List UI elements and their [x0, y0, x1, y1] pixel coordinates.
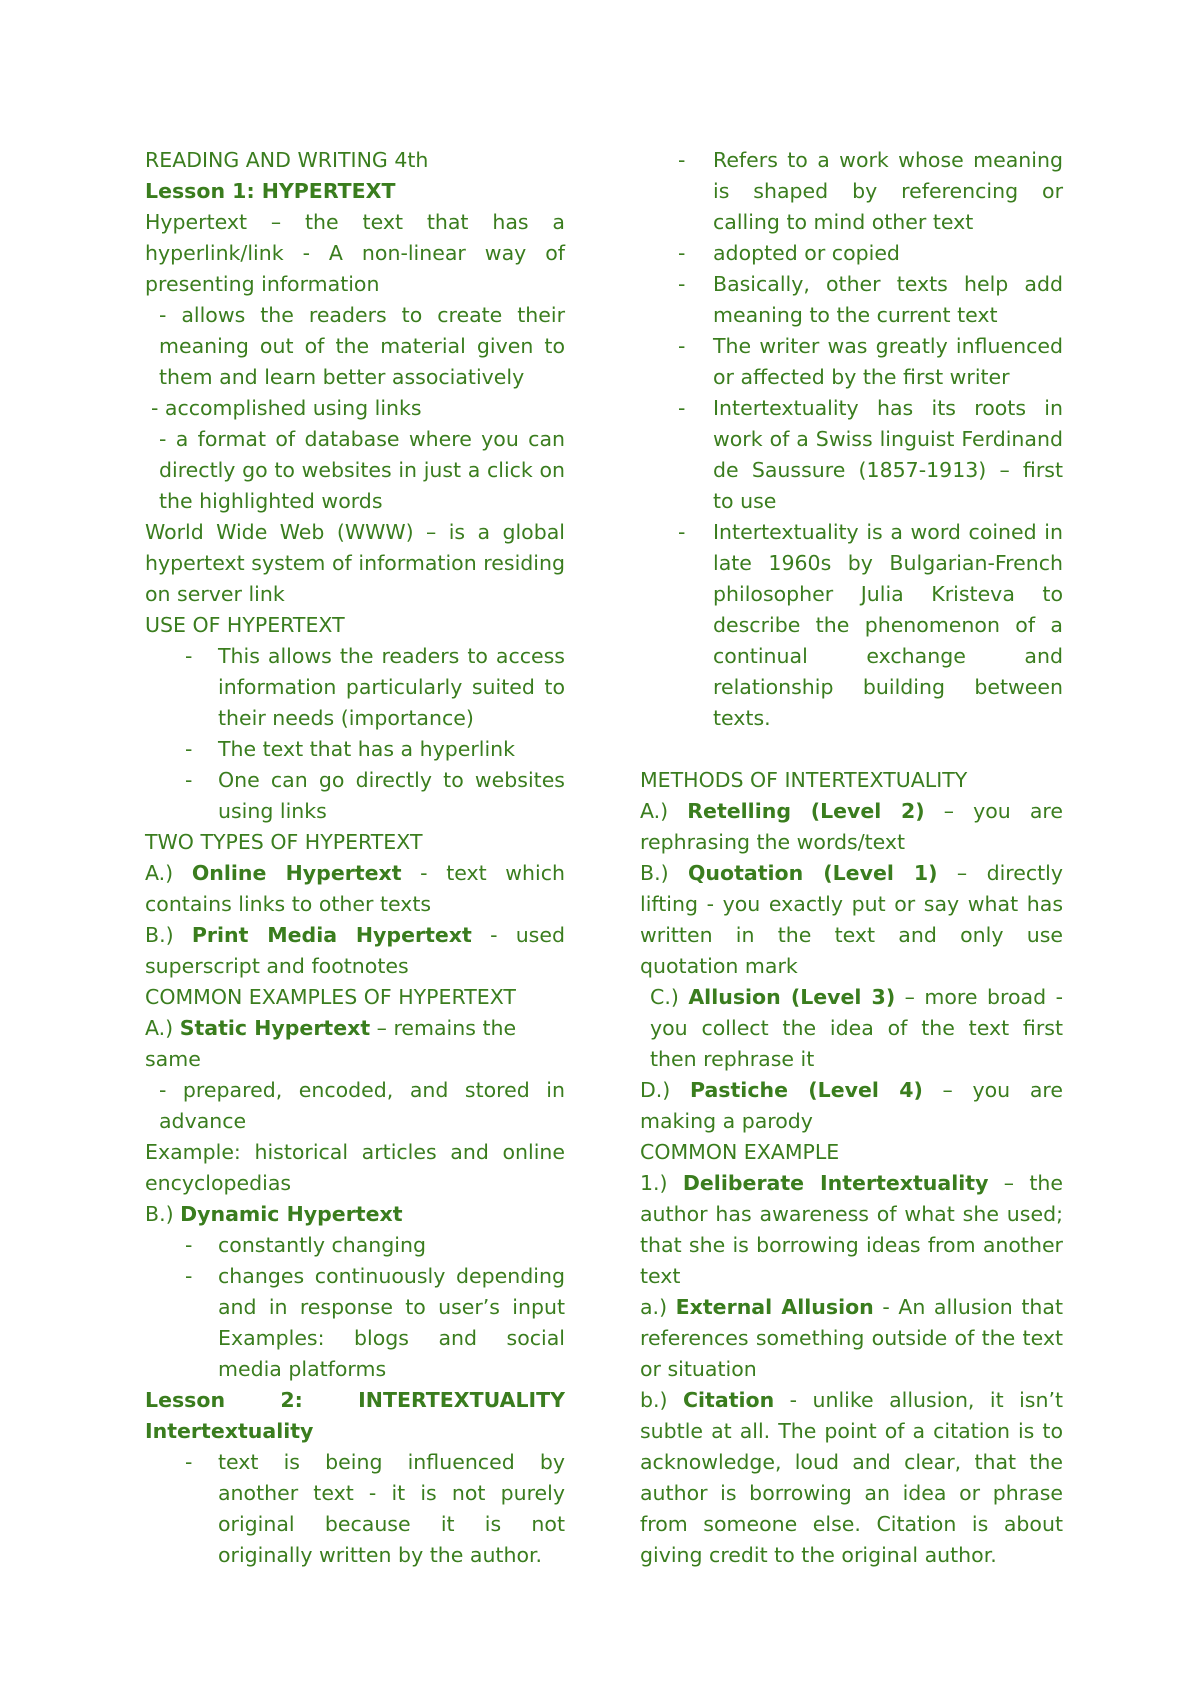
dynamic-item: - changes continuously depending and in response to user’s input Examples: blogs and social media platforms	[185, 1264, 565, 1381]
intertextuality-point: - Intertextuality has its roots in work of a Swiss linguist Ferdinand de Saussure (1857-1913) – first to use	[678, 396, 1063, 513]
static-prepared: - prepared, encoded, and stored in advance	[159, 1078, 565, 1133]
method-quotation: B.) Quotation (Level 1) – directly lifting - you exactly put or say what has written in the text and only use quotation mark	[640, 861, 1064, 978]
static-hypertext: A.) Static Hypertext – remains the same	[145, 1016, 517, 1071]
two-types-heading: TWO TYPES OF HYPERTEXT	[145, 830, 423, 854]
type-print-media-hypertext: B.) Print Media Hypertext - used superscript and footnotes	[145, 923, 565, 978]
common-examples-heading: COMMON EXAMPLES OF HYPERTEXT	[145, 985, 516, 1009]
citation: b.) Citation - unlike allusion, it isn’t subtle at all. The point of a citation is to acknowledge, loud and clear, that the author is borrowing an idea or phrase from someone else. Citation is about giving credit to the original author.	[640, 1388, 1064, 1567]
external-allusion: a.) External Allusion - An allusion that references something outside of the text or situation	[640, 1295, 1063, 1381]
right-column	[640, 145, 1063, 1571]
document-title: READING AND WRITING 4th	[145, 148, 429, 172]
method-retelling: A.) Retelling (Level 2) – you are rephrasing the words/text	[640, 799, 1064, 854]
use-item: - The text that has a hyperlink	[185, 737, 516, 761]
intertextuality-point: - adopted or copied	[678, 241, 900, 265]
intertextuality-item: - text is being influenced by another text - it is not purely original because it is not originally written by the author.	[185, 1450, 565, 1567]
intertextuality-point: - Intertextuality is a word coined in late 1960s by Bulgarian-French philosopher Julia Kristeva to describe the phenomenon of a continual exchange and relationship building between texts.	[678, 520, 1063, 730]
www-definition: World Wide Web (WWW) – is a global hypertext system of information residing on server link	[145, 520, 565, 606]
dynamic-hypertext: B.) Dynamic Hypertext	[145, 1202, 403, 1226]
hypertext-definition: Hypertext – the text that has a hyperlink/link - A non-linear way of presenting information	[145, 210, 565, 296]
spacer	[640, 734, 1063, 765]
deliberate-intertextuality: 1.) Deliberate Intertextuality – the author has awareness of what she used; that she is borrowing ideas from another text	[640, 1171, 1063, 1288]
method-allusion: C.) Allusion (Level 3) – more broad - you collect the idea of the text first then rephrase it	[650, 985, 1063, 1071]
left-column	[145, 145, 565, 1571]
intertextuality-term: Intertextuality	[145, 1419, 314, 1443]
hypertext-accomplished: - accomplished using links	[151, 396, 422, 420]
intertextuality-point: - Basically, other texts help add meaning to the current text	[678, 272, 1063, 327]
type-online-hypertext: A.) Online Hypertext - text which contains links to other texts	[145, 861, 565, 916]
dynamic-item: - constantly changing	[185, 1233, 426, 1257]
lesson1-heading: Lesson 1: HYPERTEXT	[145, 179, 396, 203]
methods-heading: METHODS OF INTERTEXTUALITY	[640, 768, 968, 792]
hypertext-format: - a format of database where you can directly go to websites in just a click on the highlighted words	[159, 427, 565, 513]
hypertext-allows: - allows the readers to create their meaning out of the material given to them and learn better associatively	[159, 303, 565, 389]
use-of-hypertext-heading: USE OF HYPERTEXT	[145, 613, 345, 637]
lesson2-heading: Lesson 2: INTERTEXTUALITY	[145, 1388, 565, 1412]
intertextuality-point: - Refers to a work whose meaning is shaped by referencing or calling to mind other text	[678, 148, 1063, 234]
use-item: - This allows the readers to access information particularly suited to their needs (importance)	[185, 644, 565, 730]
method-pastiche: D.) Pastiche (Level 4) – you are making a parody	[640, 1078, 1064, 1133]
static-example: Example: historical articles and online encyclopedias	[145, 1140, 565, 1195]
common-example-heading: COMMON EXAMPLE	[640, 1140, 840, 1164]
intertextuality-point: - The writer was greatly influenced or affected by the first writer	[678, 334, 1063, 389]
use-item: - One can go directly to websites using links	[185, 768, 565, 823]
